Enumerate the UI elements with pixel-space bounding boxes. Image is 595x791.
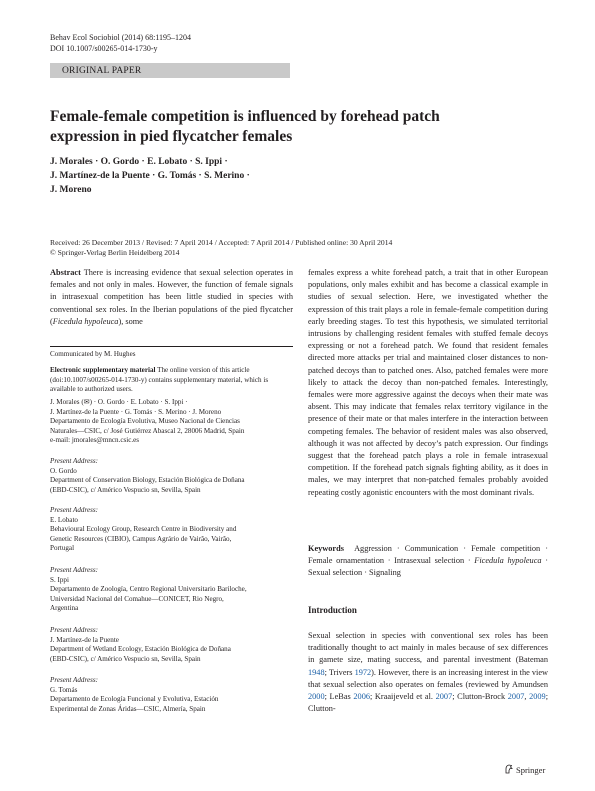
keywords-heading: Keywords [308,544,344,553]
intro-text: ; Clutton-Brock [452,692,508,702]
affiliation-line: J. Martínez-de la Puente · G. Tomás · S. Merino · J. Moreno [50,407,222,416]
present-address-line: Portugal [50,544,75,553]
publisher-mark [504,764,545,776]
esm-heading: Electronic supplementary material [50,366,156,374]
present-address-line: Departamento de Zoología, Centro Regional Universitario Bariloche, [50,585,247,594]
esm-text: The online version of this article (doi:10.1007/s00265-014-1730-y) contains supplementary material, which is available to authorized users. [50,366,269,394]
esm-note [50,366,293,395]
present-address-label: Present Address: [50,626,99,634]
journal-header [50,32,191,54]
citation-link[interactable]: 2000 [308,692,325,702]
affiliation-line: Departamento de Ecología Evolutiva, Museo Nacional de Ciencias [50,417,240,426]
keywords [308,543,548,580]
affiliation-line: Naturales—CSIC, c/ José Gutiérrez Abascal 2, 28006 Madrid, Spain [50,426,245,435]
abstract-paragraph [50,267,293,328]
dates-history: Received: 26 December 2013 / Revised: 7 April 2014 / Accepted: 7 April 2014 / Published online: 30 April 2014 [50,238,393,247]
intro-text: , [524,692,530,702]
present-address-line: O. Gordo [50,466,77,475]
author-line-3: J. Moreno [50,185,92,195]
species-name: Ficedula hypoleuca [52,316,119,326]
keywords-text-b: · Sexual selection · Signaling [308,556,548,578]
present-address-line: Department of Wetland Ecology, Estación Biológica de Doñana [50,645,231,654]
present-address-line: Experimental de Zonas Áridas—CSIC, Almería, Spain [50,704,206,713]
intro-text: Sexual selection in species with conventional sex roles has been traditionally thought to act mainly in males because of sex differences in gamete size, mating success, and parental investment (Bateman [308,631,548,665]
present-address-label: Present Address: [50,457,99,465]
citation-link[interactable]: 2007 [507,692,525,702]
abstract-left [50,267,293,328]
present-address-label: Present Address: [50,676,99,684]
present-address-line: Departamento de Ecología Funcional y Evolutiva, Estación [50,695,219,704]
present-address-line: E. Lobato [50,515,78,524]
present-address-line: S. Ippi [50,575,69,584]
present-address-line: Argentina [50,604,79,613]
abstract-text-b: ), some [118,316,143,326]
citation-link[interactable]: 1972 [354,667,372,677]
abstract-heading: Abstract [50,268,81,277]
keywords-text-a: Aggression · Communication · Female competition · Female ornamentation · Intrasexual selection · [308,544,548,566]
present-address-line: J. Martínez-de la Puente [50,635,119,644]
intro-text: ; Trivers [324,667,355,677]
intro-text: ). However, there is an increasing interest in the view that sexual selection also operates on females (reviewed by Amundsen [308,667,549,689]
author-line-2: J. Martínez-de la Puente · G. Tomás · S. Merino · [50,171,250,181]
present-address-line: G. Tomás [50,685,78,694]
citation-link[interactable]: 2006 [353,692,370,702]
present-address-line: (EBD-CSIC), c/ Américo Vespucio sn, Sevilla, Spain [50,654,201,663]
present-address-label: Present Address: [50,506,99,514]
citation-link[interactable]: 1948 [308,667,325,677]
journal-citation: Behav Ecol Sociobiol (2014) 68:1195–1204 [50,33,192,42]
present-address-line: Universidad Nacional del Comahue—CONICET, Rio Negro, [50,594,224,603]
abstract-text-a: There is increasing evidence that sexual selection operates in females and not only in males. However, the function of female signals in intrasexual competition has been little studied in species with conventional sex roles. In the Iberian populations of the pied flycatcher ( [50,268,293,326]
present-address-lobato [50,506,293,554]
copyright: © Springer-Verlag Berlin Heidelberg 2014 [50,248,180,257]
publisher-name: Springer [516,765,546,775]
present-address-label: Present Address: [50,566,99,574]
present-address-line: Department of Conservation Biology, Estación Biológica de Doñana [50,476,245,485]
journal-doi: DOI 10.1007/s00265-014-1730-y [50,44,158,53]
email-link[interactable]: e-mail: jmorales@mncn.csic.es [50,436,140,445]
present-address-ippi [50,566,293,614]
section-label: ORIGINAL PAPER [62,65,142,76]
intro-text: ; Kraaijeveld et al. [369,692,436,702]
abstract-right: females express a white forehead patch, a trait that in other European populations, only males exhibit and has become a classical example in studies of sexual selection. Here, we investigated whether the expression of this trait plays a role in female-female competition during early breeding stages. To test this hypothesis, we simulated territorial intrusions by challenging resident females with stuffed female decoys expressing or not a forehead patch. We found that resident females directed more attacks per trial and maintained closer distances to non-patched decoys than to patched ones. Also, patched females were more likely to attack the decoy than non-patched females. Interestingly, females were more aggressive against the decoys when their mate was absent. This may indicate that females relax territory vigilance in the presence of their mate or that males interfere in the interaction between competing females. The behavior of resident males was also observed, although it was not affected by decoy’s patch expression. Our findings suggest that the forehead patch plays a role in female intrasexual competition. If the forehead patch signals fighting ability, as it does in males, we may interpret that non-patched females probably avoided repeating costly agonistic encounters with the most dominant rivals. [308,268,548,497]
present-address-martinez [50,626,293,664]
footnote-divider [50,346,293,347]
communicated-by: Communicated by M. Hughes [50,350,136,358]
introduction-text [308,630,548,715]
present-address-gordo [50,457,293,495]
author-line-1: J. Morales · O. Gordo · E. Lobato · S. Ippi · [50,157,228,167]
present-address-line: Behavioural Ecology Group, Research Centre in Biodiversity and [50,525,237,534]
intro-text: ; Clutton- [308,692,548,714]
present-address-line: Genetic Resources (CIBIO), Campus Agrário de Vairão, Vairão, [50,534,232,543]
citation-link[interactable]: 2007 [435,692,453,702]
intro-text: ; LeBas [324,692,354,702]
affiliation-line: J. Morales (✉) · O. Gordo · E. Lobato · S. Ippi · [50,398,188,406]
affiliation-main [50,398,293,446]
introduction-heading: Introduction [308,605,357,615]
paper-title [50,107,530,147]
author-list [50,155,380,197]
springer-horse-icon [504,764,513,774]
present-address-tomas [50,676,293,714]
title-line-1: Female-female competition is influenced by forehead patch [50,108,440,125]
keywords-species: Ficedula hypoleuca [474,556,542,566]
citation-link[interactable]: 2009 [529,692,546,702]
publication-dates [50,238,550,258]
title-line-2: expression in pied flycatcher females [50,128,293,145]
present-address-line: (EBD-CSIC), c/ Américo Vespucio sn, Sevilla, Spain [50,485,201,494]
